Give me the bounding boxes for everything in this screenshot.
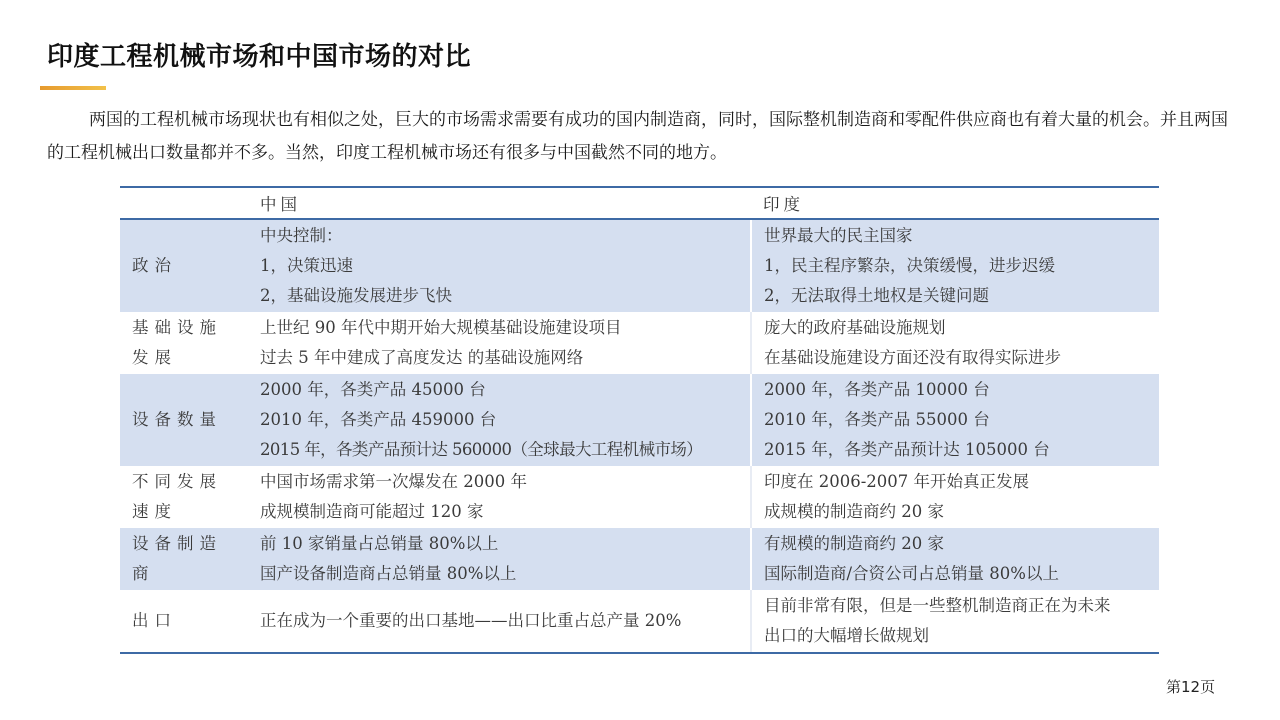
- china-line: 正在成为一个重要的出口基地——出口比重占总产量 20%: [260, 611, 682, 630]
- india-line: 世界最大的民主国家: [764, 226, 913, 245]
- row-category: [120, 528, 248, 590]
- row-category-text: 不同发展速度: [132, 472, 222, 521]
- row-india-cell: [751, 528, 1159, 590]
- row-india-cell: [751, 466, 1159, 528]
- row-india-cell: [751, 374, 1159, 466]
- row-china-cell: [248, 312, 751, 374]
- row-china-cell: [248, 528, 751, 590]
- intro-paragraph: 两国的工程机械市场现状也有相似之处，巨大的市场需求需要有成功的国内制造商，同时，国际整机制造商和零配件供应商也有着大量的机会。并且两国的工程机械出口数量都并不多。当然，印度工程机械市场还有很多与中国截然不同的地方。: [47, 110, 1228, 163]
- row-category: 出口: [120, 590, 248, 653]
- table-row: [120, 590, 1159, 653]
- india-line: 成规模的制造商约 20 家: [764, 502, 944, 521]
- india-line: 印度在 2006-2007 年开始真正发展: [764, 472, 1030, 491]
- comparison-table: [120, 186, 1159, 654]
- comparison-table-wrapper: [120, 186, 1159, 654]
- title-underline: [40, 86, 106, 90]
- china-line: 2010 年，各类产品 459000 台: [260, 410, 497, 429]
- row-category-text: 基础设施发展: [132, 318, 222, 367]
- china-line: 前 10 家销量占总销量 80%以上: [260, 534, 499, 553]
- china-line: 2，基础设施发展进步飞快: [260, 286, 452, 305]
- china-line: 上世纪 90 年代中期开始大规模基础设施建设项目: [260, 318, 622, 337]
- header-category: [120, 187, 248, 219]
- row-category-text: 设备制造商: [132, 534, 222, 583]
- row-india-cell: [751, 590, 1159, 653]
- india-line: 国际制造商/合资公司占总销量 80%以上: [764, 564, 1059, 583]
- table-row: [120, 466, 1159, 528]
- row-category: [120, 466, 248, 528]
- row-india-cell: [751, 312, 1159, 374]
- india-line: 庞大的政府基础设施规划: [764, 318, 946, 337]
- china-line: 2015 年，各类产品预计达 560000（全球最大工程机械市场）: [260, 440, 703, 459]
- row-category: 设备数量: [120, 374, 248, 466]
- row-china-cell: [248, 374, 751, 466]
- india-line: 目前非常有限，但是一些整机制造商正在为未来: [764, 596, 1111, 615]
- india-line: 2010 年，各类产品 55000 台: [764, 410, 990, 429]
- row-china-cell: [248, 466, 751, 528]
- india-line: 在基础设施建设方面还没有取得实际进步: [764, 348, 1061, 367]
- india-line: 出口的大幅增长做规划: [764, 626, 929, 645]
- table-header-row: [120, 187, 1159, 219]
- table-row: [120, 374, 1159, 466]
- row-china-cell: [248, 590, 751, 653]
- china-line: 1，决策迅速: [260, 256, 353, 275]
- china-line: 中国市场需求第一次爆发在 2000 年: [260, 472, 527, 491]
- china-line: 成规模制造商可能超过 120 家: [260, 502, 484, 521]
- row-category: 政治: [120, 219, 248, 312]
- table-row: [120, 219, 1159, 312]
- china-line: 中央控制：: [260, 226, 343, 245]
- table-row: [120, 312, 1159, 374]
- row-category: [120, 312, 248, 374]
- header-china: 中国: [248, 187, 751, 219]
- india-line: 有规模的制造商约 20 家: [764, 534, 944, 553]
- china-line: 国产设备制造商占总销量 80%以上: [260, 564, 517, 583]
- india-line: 1，民主程序繁杂，决策缓慢，进步迟缓: [764, 256, 1055, 275]
- page-number: 第12页: [1166, 678, 1216, 696]
- india-line: 2，无法取得土地权是关键问题: [764, 286, 989, 305]
- table-row: [120, 528, 1159, 590]
- row-india-cell: [751, 219, 1159, 312]
- china-line: 2000 年，各类产品 45000 台: [260, 380, 486, 399]
- header-india: 印度: [751, 187, 1159, 219]
- page-title: 印度工程机械市场和中国市场的对比: [47, 42, 472, 72]
- china-line: 过去 5 年中建成了高度发达 的基础设施网络: [260, 348, 584, 367]
- india-line: 2015 年，各类产品预计达 105000 台: [764, 440, 1050, 459]
- india-line: 2000 年，各类产品 10000 台: [764, 380, 990, 399]
- row-china-cell: [248, 219, 751, 312]
